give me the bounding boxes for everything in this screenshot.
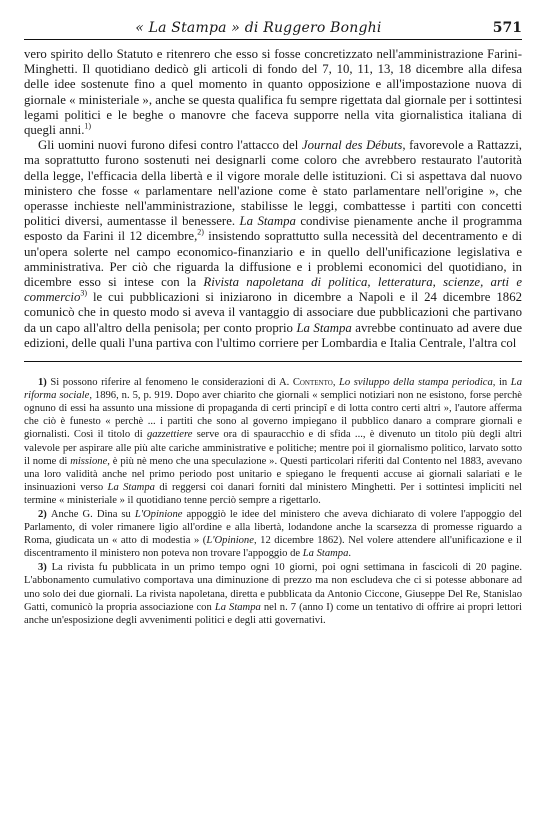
text-run: Si possono riferire al fenomeno le considerazioni di A. <box>50 377 293 389</box>
text-run: appoggiò le idee del ministero che aveva dichiarato di volere l'appoggio del Parlamento, di voler rimanere ligio all'ordine e alla libertà, lodandone anche la scarsezza di promesse riguardo a Roma, giudicata un « atto di modestia » ( <box>24 509 522 547</box>
text-run: nel n. 7 (anno I) come un tentativo di offrire ai propri lettori anche un'esposizione degli avvenimenti politici e degli atti governativi. <box>24 601 522 626</box>
text-run: La rivista fu pubblicata in un primo tempo ogni 10 giorni, poi ogni settimana in fascicoli di 20 pagine. L'abbonamento cumulativo comportava una diminuzione di prezzo ma non escludeva che ci si potesse abbonare ad uno solo dei due giornali. La rivista napoletana, diretta e pubblicata da Antonio Ciccone, Giuseppe Del Re, Stanislao Gatti, comunicò la propria associazione con <box>24 562 522 613</box>
footnote-number: 1) <box>38 377 51 389</box>
body-paragraph <box>24 138 522 351</box>
text-run: Gli uomini nuovi furono difesi contro l'attacco del <box>38 138 302 153</box>
italic-run: Journal des Débuts <box>301 138 403 153</box>
italic-run: gazzettiere <box>146 429 193 441</box>
footnote-reference: 1) <box>84 121 92 131</box>
italic-run: La Stampa <box>296 320 352 335</box>
italic-run: L'Opinione <box>134 509 183 520</box>
footnote <box>24 508 522 560</box>
text-run: le cui pubblicazioni si iniziarono in dicembre a Napoli e il 24 dicembre 1862 comunicò che in questo modo si aveva il vantaggio di associare due pubblicazioni che partivano da un capo all'altro della penisola; per conto proprio <box>24 290 522 335</box>
text-run: . <box>348 548 352 560</box>
text-run: serve ora di spauracchio e di sfida ..., è divenuto un titolo più degli altri valevole per aspirare alle più alte cariche amministrative e politiche; mentre poi il giornalismo politico, larvato sotto il nome di <box>24 429 522 467</box>
text-run: Anche G. Dina su <box>50 509 135 520</box>
text-run: , è più nè meno che una speculazione ». Questi particolari riferiti dal Contento nel 1883, avevano una loro validità anche nel primo periodo post unitario e spiegano le frequenti accuse ai giornali salariati e le insinuazioni verso <box>24 455 522 493</box>
text-run: di reggersi coi danari forniti dal ministero Minghetti. Per i sottintesi impliciti nel termine « ministeriale » il quotidiano tenne perciò sempre a rigettarlo. <box>24 481 522 506</box>
italic-run: La Stampa <box>214 601 261 613</box>
italic-run: Lo sviluppo della stampa periodica <box>339 377 493 389</box>
text-run: , <box>332 377 340 389</box>
italic-run: missione <box>70 455 108 467</box>
text-run: , in <box>492 377 511 389</box>
footnote-number: 3) <box>38 562 52 574</box>
smallcaps-run: Contento <box>292 377 333 389</box>
text-run: condivise pienamente anche il programma esposto da Farini il 12 dicembre, <box>24 214 523 244</box>
italic-run: La Stampa <box>302 548 349 560</box>
italic-run: L'Opinione <box>206 535 254 547</box>
footnote <box>24 561 522 626</box>
italic-run: Rivista napoletana di politica, letteratura, scienze, arti e commercio <box>24 275 523 305</box>
italic-run: La Stampa <box>239 214 296 229</box>
footnote <box>24 376 522 507</box>
text-run: , 1896, n. 5, p. 919. Dopo aver chiarito che giornali « semplici notiziari non ne esistono, forse perchè ognuno di essi ha assunto una missione di propaganda di certi principî e di lotta contro certi altri », l'autore afferma che ciò è funesto « perchè ... i partiti che sono al governo impiegano il pubblico danaro a comprare giornali e giornalisti. Così il titolo di <box>24 390 522 441</box>
footnote-reference: 3) <box>80 288 88 298</box>
text-run: vero spirito dello Statuto e ritenrero che esso si fosse concretizzato nell'amministrazione Farini-Minghetti. Il quotidiano dedicò gli articoli di fondo del 7, 10, 11, 13, 18 dicembre alla difesa delle idee sostenute fino a quel momento in quanto opposizione e all'impostazione nuova di giornale « ministeriale », anche se questa qualifica fu sempre rigettata dal giornale per i sottintesi legami politici e le beghe o manovre che faceva supporre nella vita giornalistica italiana di quegli anni. <box>24 47 522 138</box>
footnote-reference: 2) <box>197 228 204 238</box>
running-title: « La Stampa » di Ruggero Bonghi <box>135 20 382 36</box>
page-number: 571 <box>492 20 522 36</box>
italic-run: La riforma sociale <box>24 377 522 402</box>
text-run: insistendo soprattutto sulla necessità del decentramento e di un'opera solerte nel campo economico-finanziario e in quello dell'unificazione legislativa e amministrativa. Per ciò che riguarda la diffusione e i problemi economici del quotidiano, in dicembre esso si intese con la <box>24 229 522 290</box>
text-run: avrebbe continuato ad avere due edizioni, delle quali l'una partiva con l'ultimo corriere per Lombardia e Italia Centrale, l'altra col <box>24 320 523 350</box>
running-header <box>24 20 522 40</box>
text-run: , 12 dicembre 1862). Nel volere attendere all'unificazione e il discentramento il ministero non poteva non trovare l'appoggio de <box>24 535 522 560</box>
text-run: , favorevole a Rattazzi, ma soprattutto furono sostenuti nei designarli come coloro che avrebbero restaurato l'autorità della legge, l'efficacia della libertà e il vigore morale delle istituzioni. Ci si aspettava dal nuovo ministero che fosse « parlamentare nell'azione come è stato parlamentare nell'origine », che operasse inchieste nell'amministrazione, stabilisse le leggi, combattesse i partiti con concetti politici diversi, aumentasse il benessere. <box>24 138 522 229</box>
italic-run: La Stampa <box>107 481 155 493</box>
main-text <box>24 47 522 351</box>
footnote-number: 2) <box>38 509 51 520</box>
footnote-divider <box>24 361 522 362</box>
body-paragraph <box>24 47 522 138</box>
footnotes <box>24 376 522 627</box>
